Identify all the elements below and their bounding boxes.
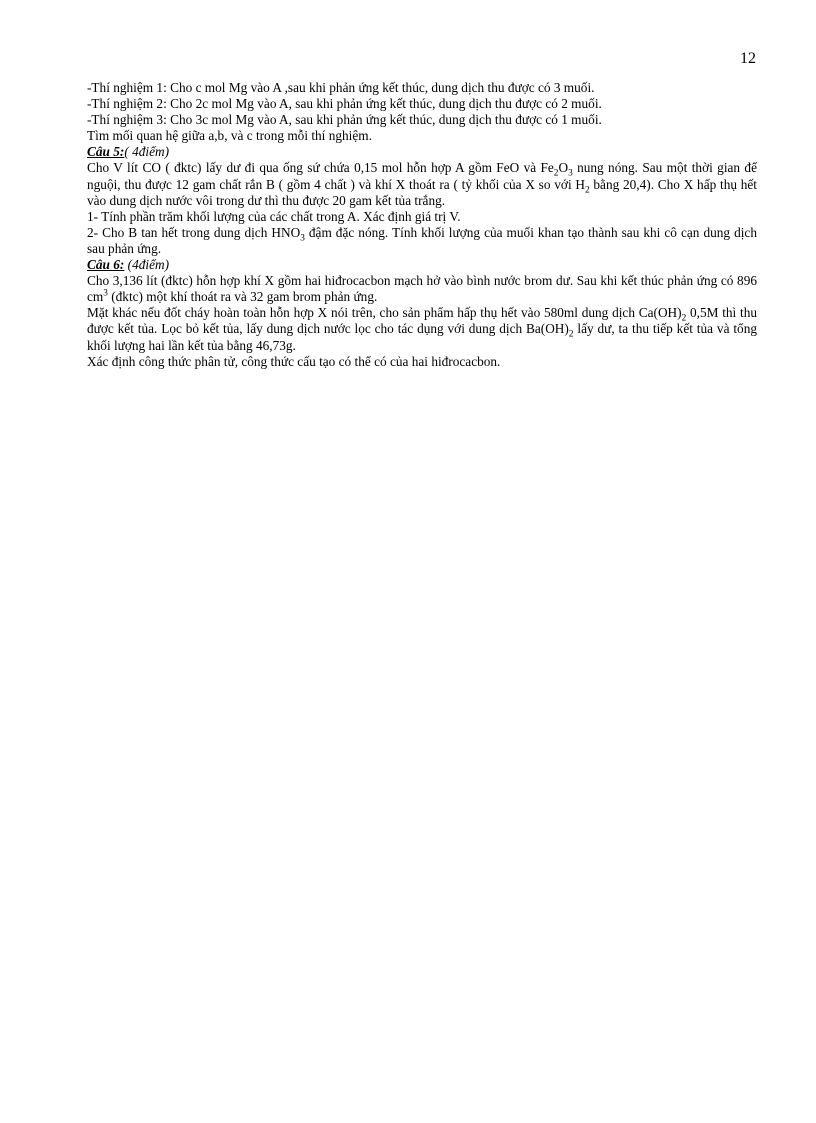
- q6-p2-text-b: 0,5M thì thu được kết tủa. Lọc bỏ kết tủa, lấy dung dịch nước lọc cho tác dụng với dung dịch Ba(OH): [87, 305, 757, 337]
- q6-p2-text-c: lấy dư, ta thu tiếp kết tủa và tổng khối lượng hai lần kết tủa bằng 46,73g.: [87, 321, 757, 353]
- q6-p1-text-a: Cho 3,136 lít (đktc) hỗn hợp khí X gồm hai hiđrocacbon mạch hở vào bình nước brom dư. Sau khi kết thúc phản ứng có 896 cm: [87, 273, 757, 305]
- q5-text-a: Cho V lít CO ( đktc) lấy dư đi qua ống sứ chứa 0,15 mol hỗn hợp A gồm FeO và Fe: [87, 160, 554, 176]
- document-content: [87, 80, 757, 370]
- question-6-label: Câu 6:: [87, 257, 125, 273]
- q5-item2-text-a: 2- Cho B tan hết trong dung dịch HNO: [87, 224, 301, 240]
- question-6-heading: [87, 257, 757, 273]
- q5-text-b: nung nóng. Sau một thời gian để nguội, thu được 12 gam chất rắn B ( gồm 4 chất ) và khí X thoát ra ( tỷ khối của X so với H: [87, 160, 757, 192]
- question-6-paragraph-2: [87, 305, 757, 353]
- experiment-1: -Thí nghiệm 1: Cho c mol Mg vào A ,sau khi phản ứng kết thúc, dung dịch thu được có 3 muối.: [87, 80, 595, 95]
- q5-item2-text-b: đậm đặc nóng. Tính khối lượng của muối khan tạo thành sau khi cô cạn dung dịch sau phản ứng.: [87, 224, 757, 256]
- q5-sub-1: 2: [553, 169, 559, 180]
- q6-p2-sub-2: 2: [568, 330, 574, 341]
- question-5-points: ( 4điểm): [124, 144, 170, 160]
- question-6-paragraph-3: Xác định công thức phân tử, công thức cấu tạo có thể có của hai hiđrocacbon.: [87, 353, 501, 369]
- question-5-item-1: 1- Tính phần trăm khối lượng của các chất trong A. Xác định giá trị V.: [87, 208, 461, 224]
- question-5-paragraph: [87, 160, 757, 208]
- q6-p1-text-b: (đktc) một khí thoát ra và 32 gam brom phản ứng.: [107, 289, 378, 305]
- relation-task: Tìm mối quan hệ giữa a,b, và c trong mỗi thí nghiệm.: [87, 128, 372, 144]
- q5-text-o: O: [558, 160, 569, 176]
- q5-text-c: bằng 20,4). Cho X hấp thụ hết vào dung dịch nước vôi trong dư thì thu được 20 gam kết tủa trắng.: [87, 176, 757, 208]
- q5-sub-2: 3: [568, 169, 573, 180]
- experiment-2: -Thí nghiệm 2: Cho 2c mol Mg vào A, sau khi phản ứng kết thúc, dung dịch thu được có 2 muối.: [87, 96, 602, 112]
- q6-p2-text-a: Mặt khác nếu đốt cháy hoàn toàn hỗn hợp X nói trên, cho sản phẩm hấp thụ hết vào 580ml dung dịch Ca(OH): [87, 305, 682, 321]
- q6-p2-sub-1: 2: [681, 313, 687, 324]
- experiment-3: -Thí nghiệm 3: Cho 3c mol Mg vào A, sau khi phản ứng kết thúc, dung dịch thu được có 1 muối.: [87, 112, 602, 128]
- q6-p1-sup: 3: [103, 288, 108, 299]
- q5-sub-3: 2: [585, 185, 590, 196]
- question-5-heading: [87, 144, 757, 160]
- question-5-label: Câu 5:: [87, 144, 125, 160]
- question-5-item-2: [87, 225, 757, 257]
- question-6-paragraph-1: [87, 273, 757, 305]
- page-number: 12: [740, 50, 756, 67]
- q5-item2-sub: 3: [300, 233, 305, 244]
- question-6-points: (4điểm): [124, 257, 170, 273]
